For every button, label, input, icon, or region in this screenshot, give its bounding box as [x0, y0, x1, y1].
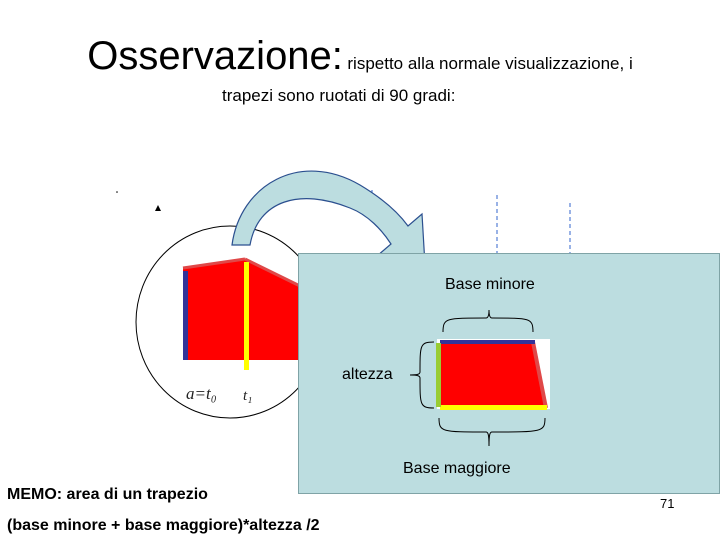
inset-altezza-edge [436, 343, 441, 407]
slide-title-rest: rispetto alla normale visualizzazione, i [347, 54, 633, 73]
brace-altezza [410, 342, 434, 408]
brace-base-maggiore [439, 418, 545, 446]
brace-base-minore [443, 310, 533, 332]
inset-base-minore-edge [440, 340, 535, 344]
label-t1: t₁ [243, 388, 253, 404]
inset-trapezoid [440, 342, 546, 408]
inset-base-maggiore-edge [440, 405, 547, 410]
label-altezza: altezza [342, 366, 393, 383]
memo-title: MEMO: area di un trapezio [7, 486, 208, 503]
slide-title-main: Osservazione: [87, 34, 343, 78]
label-base-minore: Base minore [445, 276, 535, 293]
page-number: 71 [660, 496, 675, 511]
label-base-maggiore: Base maggiore [403, 460, 511, 477]
label-a-equals-t0: a=t₀ [186, 384, 217, 403]
slide-title-line2: trapezi sono ruotati di 90 gradi: [222, 86, 456, 105]
memo-formula: (base minore + base maggiore)*altezza /2 [7, 517, 320, 534]
